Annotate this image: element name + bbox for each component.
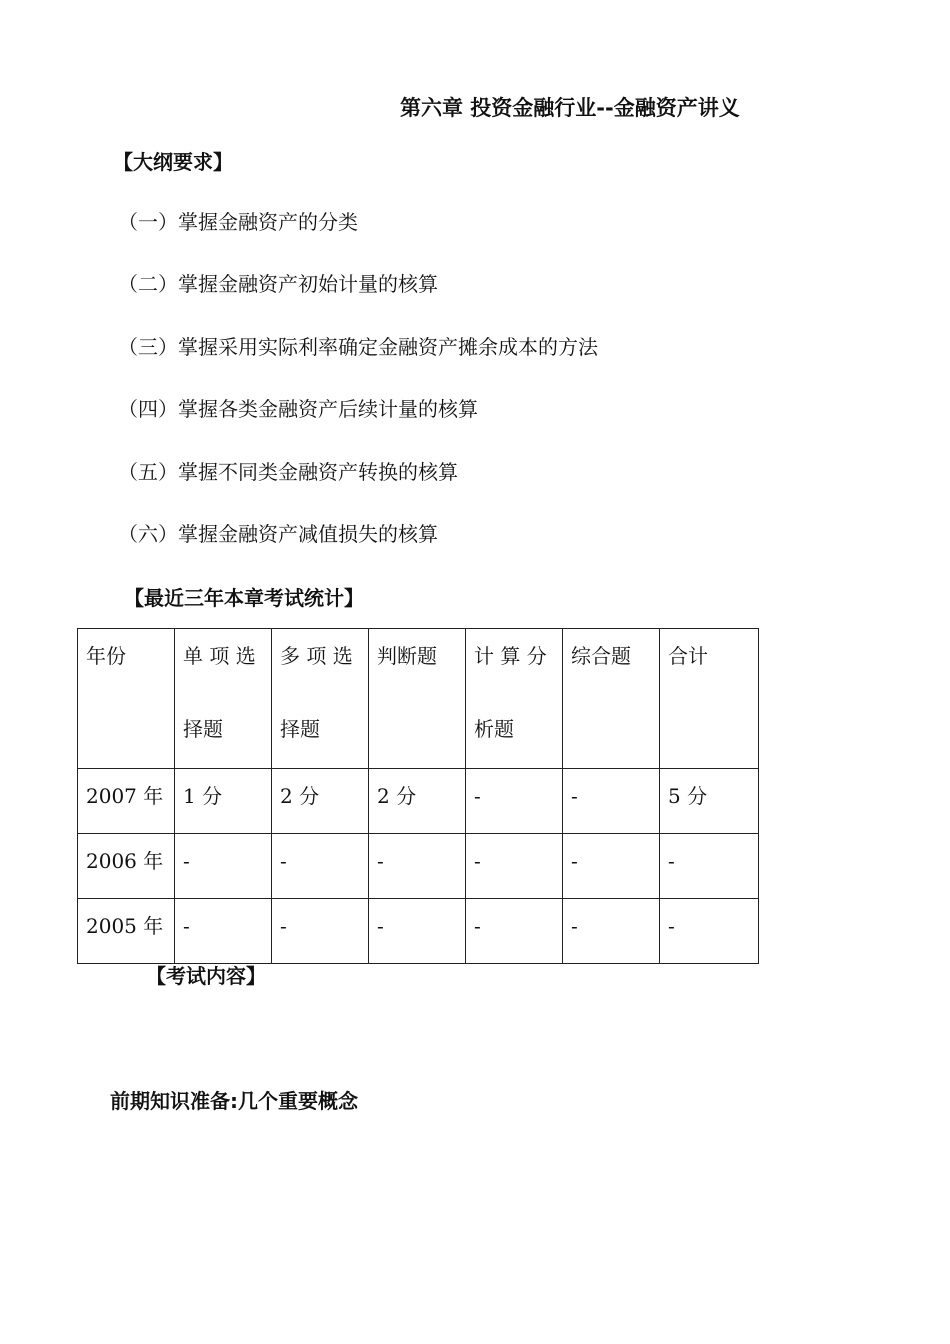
header-cell-calculation: 计 算 分 析题 — [466, 629, 563, 769]
prep-heading: 前期知识准备:几个重要概念 — [110, 1089, 358, 1113]
table-cell: 2005 年 — [78, 899, 175, 964]
syllabus-item-1: （一）掌握金融资产的分类 — [118, 210, 358, 234]
table-cell: 2 分 — [369, 769, 466, 834]
syllabus-heading: 【大纲要求】 — [113, 150, 233, 174]
table-cell: 2 分 — [272, 769, 369, 834]
table-cell: - — [660, 834, 759, 899]
header-cell-year: 年份 — [78, 629, 175, 769]
header-cell-true-false: 判断题 — [369, 629, 466, 769]
table-cell: - — [175, 834, 272, 899]
table-cell: - — [563, 834, 660, 899]
table-cell: - — [466, 899, 563, 964]
table-cell: 2007 年 — [78, 769, 175, 834]
syllabus-item-2: （二）掌握金融资产初始计量的核算 — [118, 272, 438, 296]
table-cell: - — [466, 769, 563, 834]
table-cell: - — [660, 899, 759, 964]
table-cell: 5 分 — [660, 769, 759, 834]
syllabus-item-6: （六）掌握金融资产减值损失的核算 — [118, 522, 438, 546]
header-cell-single-choice: 单 项 选 择题 — [175, 629, 272, 769]
stats-heading: 【最近三年本章考试统计】 — [124, 586, 364, 610]
syllabus-item-5: （五）掌握不同类金融资产转换的核算 — [118, 460, 458, 484]
page-title: 第六章 投资金融行业--金融资产讲义 — [400, 96, 740, 120]
syllabus-item-4: （四）掌握各类金融资产后续计量的核算 — [118, 397, 478, 421]
table-cell: - — [466, 834, 563, 899]
table-row — [78, 899, 759, 964]
table-cell: 1 分 — [175, 769, 272, 834]
header-cell-multiple-choice: 多 项 选 择题 — [272, 629, 369, 769]
exam-content-heading: 【考试内容】 — [146, 964, 266, 988]
table-cell: - — [175, 899, 272, 964]
table-cell: - — [272, 899, 369, 964]
header-cell-comprehensive: 综合题 — [563, 629, 660, 769]
table-cell: - — [563, 899, 660, 964]
table-cell: 2006 年 — [78, 834, 175, 899]
table-header-row — [78, 629, 759, 769]
table-cell: - — [369, 899, 466, 964]
table-cell: - — [369, 834, 466, 899]
table-cell: - — [272, 834, 369, 899]
header-cell-total: 合计 — [660, 629, 759, 769]
table-cell: - — [563, 769, 660, 834]
syllabus-item-3: （三）掌握采用实际利率确定金融资产摊余成本的方法 — [118, 335, 598, 359]
table-row — [78, 769, 759, 834]
table-row — [78, 834, 759, 899]
exam-stats-table — [77, 628, 759, 964]
